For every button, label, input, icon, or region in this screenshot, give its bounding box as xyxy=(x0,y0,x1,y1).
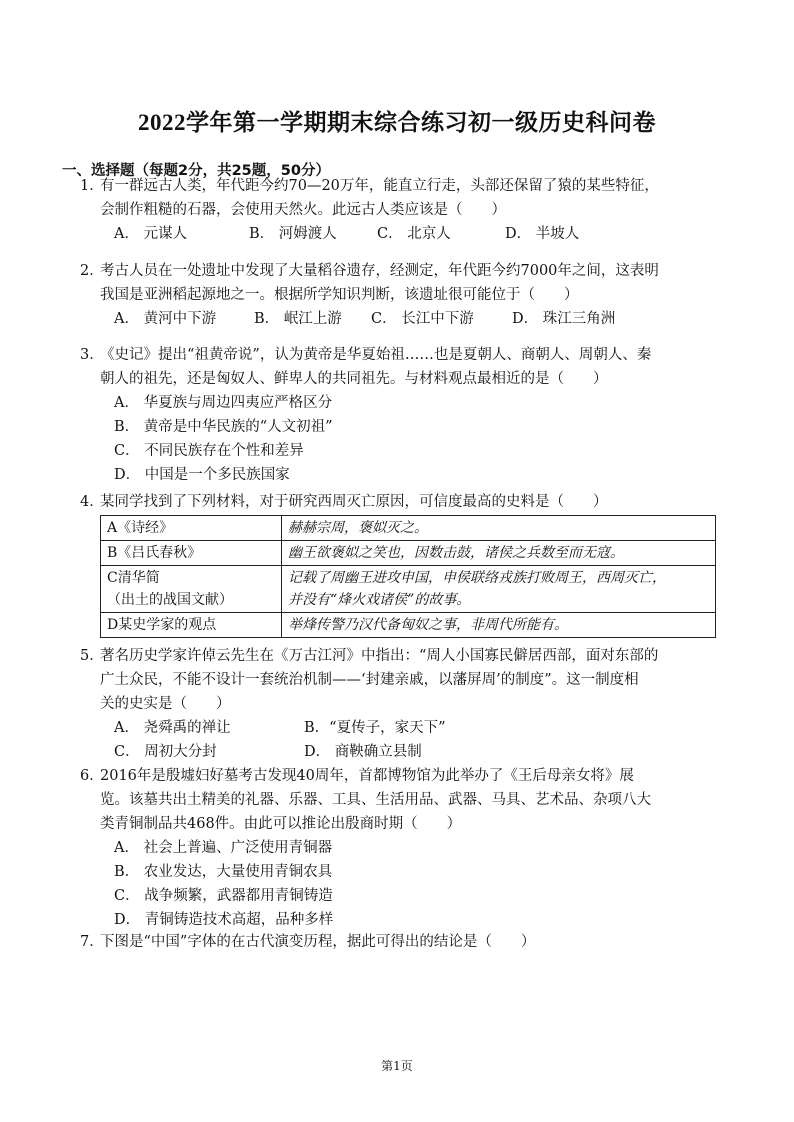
question-6-line-1: 6．2016年是殷墟妇好墓考古发现40周年，首都博物馆为此举办了《王后母亲女将》展 xyxy=(80,764,720,788)
table-cell-source: C清华简 （出土的战国文献） xyxy=(101,566,282,613)
question-6-line-3: 类青铜制品共468件。由此可以推论出殷商时期（ ） xyxy=(100,816,462,832)
option-a[interactable]: A． 华夏族与周边四夷应严格区分 xyxy=(114,395,333,411)
option-c[interactable]: C． 战争频繁，武器都用青铜铸造 xyxy=(114,888,333,904)
table-row xyxy=(101,516,716,541)
question-number: 1． xyxy=(80,178,104,194)
question-1 xyxy=(80,174,720,246)
question-4-line-1: 4．某同学找到了下列材料，对于研究西周灭亡原因，可信度最高的史料是（ ） xyxy=(80,490,720,514)
source-table xyxy=(100,515,716,638)
option-c[interactable]: C． 周初大分封 xyxy=(114,744,217,760)
option-a[interactable]: A． 黄河中下游 xyxy=(114,311,217,327)
table-row xyxy=(101,613,716,638)
table-cell-content: 幽王欲褒姒之笑也，因数击鼓，诸侯之兵数至而无寇。 xyxy=(282,541,716,566)
section-heading: 一、选择题（每题2分，共25题，50分） xyxy=(62,163,330,179)
question-number: 3． xyxy=(80,347,104,363)
question-2 xyxy=(80,259,720,331)
option-d[interactable]: D． 珠江三角洲 xyxy=(512,311,616,327)
table-cell-content: 举烽传警乃汉代备匈奴之事，非周代所能有。 xyxy=(282,613,716,638)
question-1-options xyxy=(80,222,720,246)
question-5-line-1: 5．著名历史学家许倬云先生在《万古江河》中指出：“周人小国寡民僻居西部，面对东部的 xyxy=(80,644,720,668)
question-3-line-1: 3．《史记》提出“祖黄帝说”，认为黄帝是华夏始祖……也是夏朝人、商朝人、周朝人、秦 xyxy=(80,343,720,367)
option-d[interactable]: D． 中国是一个多民族国家 xyxy=(114,467,290,483)
table-cell-source: B《吕氏春秋》 xyxy=(101,541,282,566)
option-b[interactable]: B． 黄帝是中华民族的“人文初祖” xyxy=(114,419,333,435)
question-3 xyxy=(80,343,720,487)
question-5-line-3: 关的史实是（ ） xyxy=(100,696,231,712)
table-cell-source: D某史学家的观点 xyxy=(101,613,282,638)
table-cell-content: 记载了周幽王进攻申国，申侯联络戎族打败周王，西周灭亡， 并没有“烽火戏诸侯”的故事。 xyxy=(282,566,716,613)
option-b[interactable]: B． 农业发达，大量使用青铜农具 xyxy=(114,864,333,880)
table-cell-content: 赫赫宗周，褒姒灭之。 xyxy=(282,516,716,541)
option-a[interactable]: A． 尧舜禹的禅让 xyxy=(114,720,231,736)
question-number: 4． xyxy=(80,494,104,510)
option-a[interactable]: A． 元谋人 xyxy=(114,226,188,242)
question-6 xyxy=(80,764,720,932)
question-number: 5． xyxy=(80,648,104,664)
option-b[interactable]: B． 河姆渡人 xyxy=(249,226,337,242)
option-b[interactable]: B．“夏传子，家天下” xyxy=(304,720,446,736)
question-6-line-2: 览。该墓共出土精美的礼器、乐器、工具、生活用品、武器、马具、艺术品、杂项八大 xyxy=(100,792,651,808)
question-7 xyxy=(80,930,720,954)
question-number: 7． xyxy=(80,934,104,950)
question-5-line-2: 广土众民，不能不设计一套统治机制——‘封建亲戚，以藩屏周’的制度”。这一制度相 xyxy=(100,672,639,688)
question-number: 6． xyxy=(80,768,104,784)
question-2-line-2: 我国是亚洲稻起源地之一。根据所学知识判断，该遗址很可能位于（ ） xyxy=(100,287,579,303)
question-5-options xyxy=(80,716,720,764)
option-d[interactable]: D． 青铜铸造技术高超，品种多样 xyxy=(114,912,334,928)
option-a[interactable]: A． 社会上普遍、广泛使用青铜器 xyxy=(114,840,333,856)
option-c[interactable]: C． 不同民族存在个性和差异 xyxy=(114,443,304,459)
question-4 xyxy=(80,490,720,514)
option-d[interactable]: D． 商鞅确立县制 xyxy=(304,744,422,760)
question-3-line-2: 朝人的祖先，还是匈奴人、鲜卑人的共同祖先。与材料观点最相近的是（ ） xyxy=(100,371,608,387)
question-2-line-1: 2．考古人员在一处遗址中发现了大量稻谷遗存，经测定，年代距今约7000年之间，这表明 xyxy=(80,259,720,283)
option-c[interactable]: C． 长江中下游 xyxy=(371,311,474,327)
question-2-options xyxy=(80,307,720,331)
question-1-line-1: 1．有一群远古人类，年代距今约70—20万年，能直立行走，头部还保留了猿的某些特征， xyxy=(80,174,720,198)
question-5 xyxy=(80,644,720,764)
table-row xyxy=(101,541,716,566)
question-7-line-1: 7．下图是“中国”字体的在古代演变历程，据此可得出的结论是（ ） xyxy=(80,930,720,954)
option-b[interactable]: B． 岷江上游 xyxy=(254,311,342,327)
table-row xyxy=(101,566,716,613)
question-1-line-2: 会制作粗糙的石器，会使用天然火。此远古人类应该是（ ） xyxy=(100,202,506,218)
page-number: 第1页 xyxy=(381,1059,413,1073)
option-c[interactable]: C． 北京人 xyxy=(377,226,451,242)
option-d[interactable]: D． 半坡人 xyxy=(505,226,580,242)
page-title: 2022学年第一学期期末综合练习初一级历史科问卷 xyxy=(138,110,656,135)
table-cell-source: A《诗经》 xyxy=(101,516,282,541)
question-number: 2． xyxy=(80,263,104,279)
